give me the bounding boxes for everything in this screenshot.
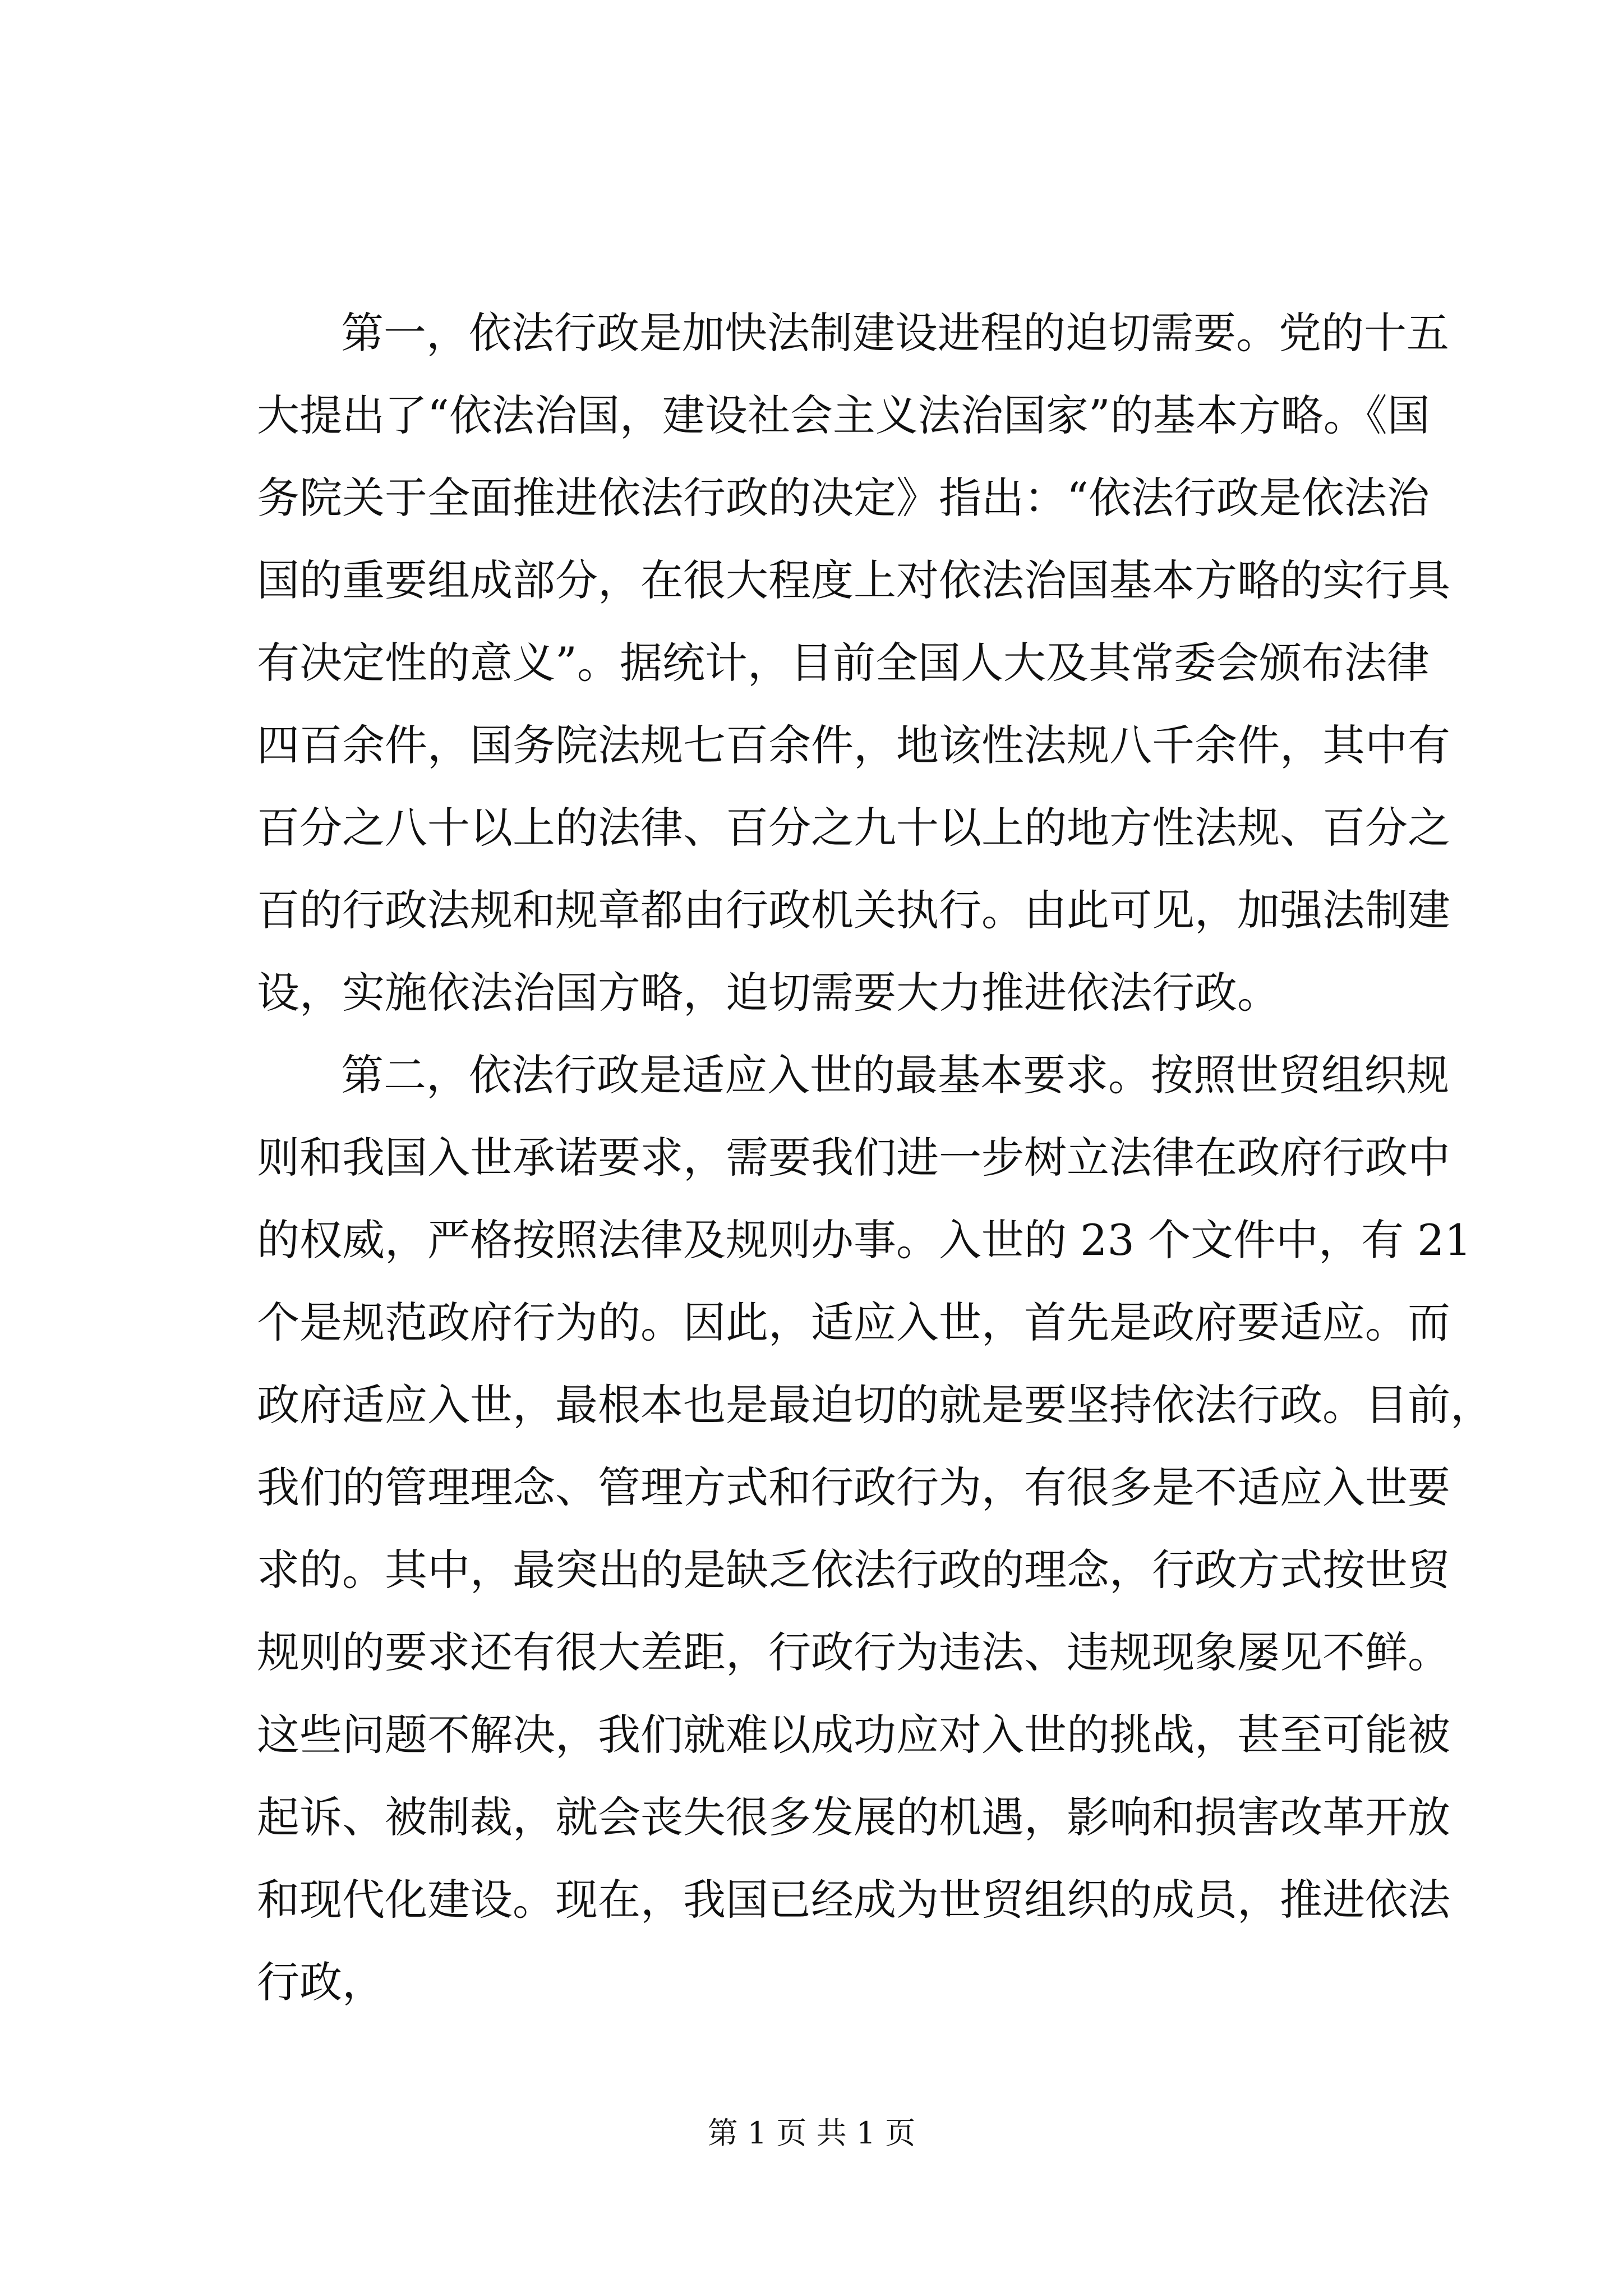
paragraph-2	[257, 1034, 1493, 2023]
text-line: 百分之八十以上的法律、百分之九十以上的地方性法规、百分之	[257, 803, 1450, 853]
text-line: 我们的管理理念、管理方式和行政行为，有很多是不适应入世要	[257, 1462, 1450, 1512]
text-line: 这些问题不解决，我们就难以成功应对入世的挑战，甚至可能被	[257, 1710, 1450, 1760]
text-line: 四百余件，国务院法规七百余件，地该性法规八千余件，其中有	[257, 720, 1450, 770]
text-line: 起诉、被制裁，就会丧失很多发展的机遇，影响和损害改革开放	[257, 1792, 1450, 1842]
text-line: 大提出了“依法治国，建设社会主义法治国家”的基本方略。《国	[257, 390, 1430, 440]
text-line: 则和我国入世承诺要求，需要我们进一步树立法律在政府行政中	[257, 1133, 1450, 1182]
text-line: 百的行政法规和规章都由行政机关执行。由此可见，加强法制建	[257, 885, 1450, 935]
text-line: 政府适应入世，最根本也是最迫切的就是要坚持依法行政。目前，	[257, 1380, 1493, 1430]
text-line: 设，实施依法治国方略，迫切需要大力推进依法行政。	[257, 968, 1280, 1018]
text-line: 行政，	[257, 1957, 385, 2007]
text-line: 第二，依法行政是适应入世的最基本要求。按照世贸组织规	[341, 1050, 1449, 1100]
text-line: 的权威，严格按照法律及规则办事。入世的 23 个文件中，有 21	[257, 1215, 1472, 1265]
text-line: 国的重要组成部分，在很大程度上对依法治国基本方略的实行具	[257, 555, 1450, 605]
text-line: 和现代化建设。现在，我国已经成为世贸组织的成员，推进依法	[257, 1875, 1450, 1925]
paragraph-1	[257, 292, 1450, 1034]
text-line: 第一，依法行政是加快法制建设进程的迫切需要。党的十五	[341, 308, 1449, 358]
text-line: 有决定性的意义”。据统计，目前全国人大及其常委会颁布法律	[257, 638, 1430, 688]
text-line: 务院关于全面推进依法行政的决定》指出：“依法行政是依法治	[257, 473, 1430, 523]
document-body	[257, 292, 1493, 2023]
page-footer	[0, 2109, 1623, 2152]
text-line: 规则的要求还有很大差距，行政行为违法、违规现象屡见不鲜。	[257, 1627, 1450, 1677]
page-number: 第 1 页 共 1 页	[707, 2115, 916, 2151]
text-line: 求的。其中，最突出的是缺乏依法行政的理念，行政方式按世贸	[257, 1545, 1450, 1595]
text-line: 个是规范政府行为的。因此，适应入世，首先是政府要适应。而	[257, 1297, 1450, 1347]
